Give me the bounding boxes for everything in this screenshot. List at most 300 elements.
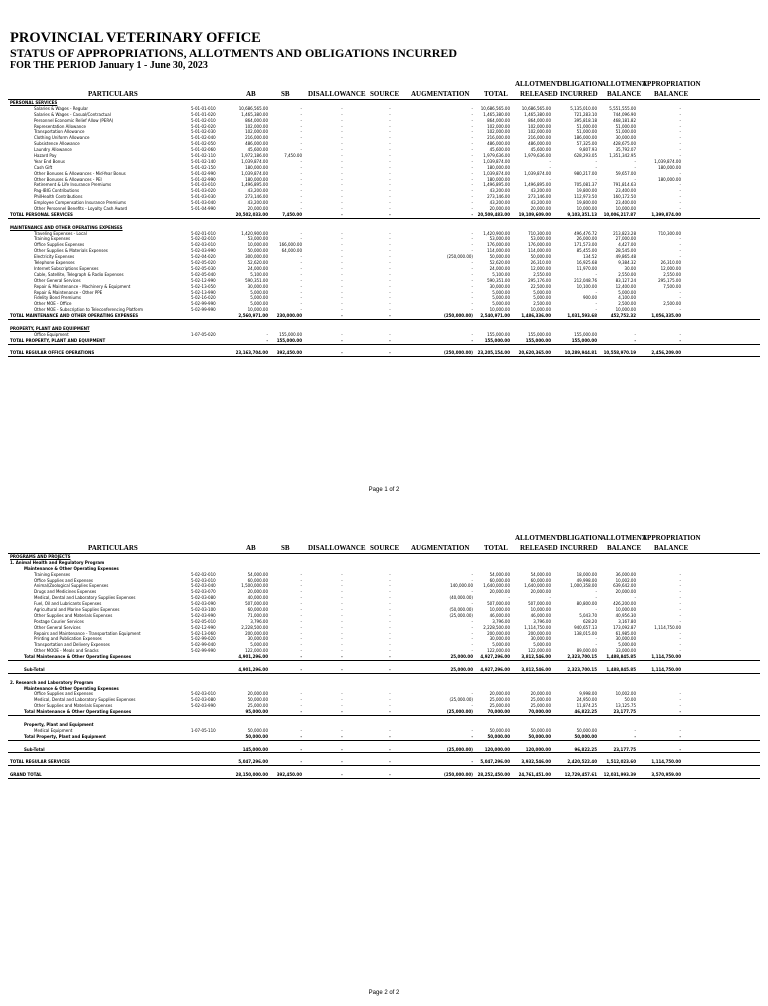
table-row <box>8 350 760 357</box>
allotment-balance-cell: 791,814.63 <box>613 182 636 188</box>
augmentation-cell: (40,000.00) <box>449 595 473 601</box>
total-cell: 1,465,380.00 <box>483 111 510 117</box>
allotment-released-cell: 1,114,750.00 <box>524 624 551 630</box>
table-body <box>8 100 760 357</box>
page-number-2: Page 2 of 2 <box>368 990 400 996</box>
ab-cell: 50,000.00 <box>245 733 268 739</box>
allotment-released-cell: - <box>549 164 551 170</box>
allotment-released-cell: 10,686,565.00 <box>521 105 551 111</box>
ab-cell: 180,000.00 <box>245 164 268 170</box>
augmentation-cell: - <box>471 170 473 176</box>
ab-cell: 20,000.00 <box>247 589 268 595</box>
particulars-cell: PROGRAMS AND PROJECTS <box>10 554 71 559</box>
obligation-incurred-cell: - <box>595 289 597 295</box>
augmentation-cell: (25,000.00) <box>449 697 473 703</box>
ab-cell: 216,000.00 <box>245 135 268 141</box>
allotment-released-cell: 295,176.00 <box>528 277 551 283</box>
total-cell: 1,039,874.00 <box>483 170 510 176</box>
source-cell: - <box>389 147 391 153</box>
allotment-released-cell: 19,109,609.00 <box>518 211 551 217</box>
total-cell: 273,146.00 <box>487 194 510 200</box>
allotment-balance-cell: 23,400.00 <box>615 200 636 206</box>
col-ab: AB <box>246 90 256 98</box>
particulars-cell: Cable, Satellite, Telegraph & Radio Expenses <box>34 271 124 277</box>
particulars-cell: Postage Courier Services <box>34 618 84 624</box>
ab-cell: - <box>266 337 268 343</box>
total-cell: 25,000.00 <box>489 697 510 703</box>
particulars-cell: Medical, Dental and Laboratory Supplies Expenses <box>34 595 136 601</box>
sb-cell: - <box>300 589 302 595</box>
allotment-balance-cell: 83,127.24 <box>615 277 636 283</box>
source-cell: - <box>389 188 391 194</box>
ab-cell: 45,600.00 <box>247 147 268 153</box>
appropriation-balance-cell: - <box>679 630 681 636</box>
total-cell: 20,509,483.00 <box>477 211 510 217</box>
obligation-incurred-cell: - <box>595 301 597 307</box>
ab-cell: 145,000.00 <box>242 746 268 752</box>
account-code-cell: 5-02-03-010 <box>191 242 216 248</box>
disallowance-cell: - <box>341 307 343 313</box>
augmentation-cell: - <box>471 141 473 147</box>
ab-cell: 200,000.00 <box>245 630 268 636</box>
total-cell: 4,927,296.00 <box>480 654 510 660</box>
source-cell: - <box>389 289 391 295</box>
sb-cell: - <box>300 200 302 206</box>
obligation-incurred-cell: 51,000.00 <box>576 123 597 129</box>
allotment-released-cell: 26,310.00 <box>530 260 551 266</box>
total-cell: 4,927,296.00 <box>480 666 510 672</box>
ab-cell: 5,000.00 <box>250 301 268 307</box>
sb-cell: - <box>300 636 302 642</box>
account-code-cell: 5-02-99-990 <box>191 307 216 313</box>
sb-cell: - <box>300 206 302 212</box>
obligation-incurred-cell: 5,043.70 <box>579 612 597 618</box>
appropriation-balance-cell: - <box>679 307 681 313</box>
ab-cell: 5,047,296.00 <box>238 759 268 765</box>
total-cell: 10,686,565.00 <box>480 105 510 111</box>
total-cell: 120,000.00 <box>484 746 510 752</box>
ab-cell: 590,351.00 <box>245 277 268 283</box>
disallowance-cell: - <box>341 618 343 624</box>
allotment-balance-cell: 23,177.75 <box>613 746 636 752</box>
disallowance-cell: - <box>341 236 343 242</box>
allotment-balance-cell: 33,000.00 <box>615 648 636 654</box>
source-cell: - <box>389 135 391 141</box>
column-header <box>8 77 760 100</box>
obligation-incurred-cell: 5,135,010.00 <box>570 105 597 111</box>
appropriation-balance-cell: - <box>679 242 681 248</box>
account-code-cell: 5-02-03-040 <box>191 583 216 589</box>
allotment-released-cell: 20,000.00 <box>530 691 551 697</box>
disallowance-cell: - <box>341 709 343 715</box>
appropriation-balance-cell: - <box>679 135 681 141</box>
sb-cell: 166,000.00 <box>279 242 302 248</box>
col-disallowance: DISALLOWANCE <box>308 544 366 552</box>
col-sb: SB <box>281 544 290 552</box>
particulars-cell: Salaries & Wages - Regular <box>34 105 89 111</box>
particulars-cell: TOTAL PROPERTY, PLANT AND EQUIPMENT <box>10 337 106 343</box>
augmentation-cell: - <box>471 117 473 123</box>
disallowance-cell: - <box>341 289 343 295</box>
allotment-released-cell: 10,000.00 <box>530 607 551 613</box>
appropriation-balance-cell: - <box>679 727 681 733</box>
total-cell: 1,039,874.00 <box>483 158 510 164</box>
total-cell: 60,000.00 <box>489 577 510 583</box>
allotment-balance-cell: 40,956.30 <box>615 612 636 618</box>
appropriation-balance-cell: - <box>679 595 681 601</box>
allotment-released-cell: 5,000.00 <box>533 289 551 295</box>
account-code-cell: 5-02-99-990 <box>191 648 216 654</box>
table-row <box>8 338 760 345</box>
disallowance-cell: - <box>341 697 343 703</box>
disallowance-cell: - <box>341 117 343 123</box>
appropriation-balance-cell: - <box>679 188 681 194</box>
obligation-incurred-cell: 496,476.72 <box>574 230 597 236</box>
appropriation-balance-cell: 12,000.00 <box>660 265 681 271</box>
augmentation-cell: 25,000.00 <box>450 666 473 672</box>
ab-cell: 23,163,704.00 <box>235 350 268 356</box>
obligation-incurred-cell: 19,800.00 <box>576 200 597 206</box>
allotment-balance-cell: 50.00 <box>624 697 636 703</box>
account-code-cell: 5-01-02-040 <box>191 135 216 141</box>
disallowance-cell: - <box>341 295 343 301</box>
table-body <box>8 554 760 779</box>
appropriations-table-page-1 <box>8 77 760 357</box>
col-released-line2: RELEASED <box>520 544 558 552</box>
augmentation-cell: - <box>471 260 473 266</box>
account-code-cell: 1-07-05-020 <box>191 331 216 337</box>
source-cell: - <box>389 117 391 123</box>
augmentation-cell: - <box>471 277 473 283</box>
obligation-incurred-cell: 46,822.25 <box>574 709 597 715</box>
total-cell: 5,000.00 <box>492 301 510 307</box>
obligation-incurred-cell: 395,818.18 <box>574 117 597 123</box>
particulars-cell: Employee Compensation Insurance Premiums <box>34 200 127 206</box>
source-cell: - <box>389 313 391 319</box>
account-code-cell: 5-02-13-050 <box>191 283 216 289</box>
sb-cell: - <box>300 691 302 697</box>
disallowance-cell: - <box>341 129 343 135</box>
particulars-cell: Other Personnel Benefits - Loyalty Cash Award <box>34 206 128 212</box>
allotment-released-cell: 24,761,451.00 <box>518 772 551 778</box>
source-cell: - <box>389 691 391 697</box>
obligation-incurred-cell: 2,420,522.40 <box>567 759 597 765</box>
total-cell: 50,000.00 <box>489 254 510 260</box>
total-cell: 155,000.00 <box>484 337 510 343</box>
allotment-balance-cell: 1,488,845.85 <box>606 654 636 660</box>
source-cell: - <box>389 618 391 624</box>
allotment-released-cell: 710,300.00 <box>528 230 551 236</box>
particulars-cell: Telephone Expenses <box>34 260 75 266</box>
particulars-cell: Other Bonuses & Allowances - PEI <box>34 176 102 182</box>
source-cell: - <box>389 337 391 343</box>
obligation-incurred-cell: 138,015.00 <box>574 630 597 636</box>
sb-cell: - <box>300 117 302 123</box>
allotment-released-cell: - <box>549 158 551 164</box>
ab-cell: 95,000.00 <box>245 709 268 715</box>
appropriation-balance-cell: - <box>679 170 681 176</box>
allotment-balance-cell: 5,000.00 <box>618 289 636 295</box>
obligation-incurred-cell: 705,081.37 <box>574 182 597 188</box>
augmentation-cell: - <box>471 111 473 117</box>
allotment-balance-cell: 27,000.00 <box>615 236 636 242</box>
source-cell: - <box>389 295 391 301</box>
allotment-balance-cell: 160,172.50 <box>613 194 636 200</box>
sb-cell: - <box>300 289 302 295</box>
allotment-released-cell: 102,000.00 <box>528 129 551 135</box>
augmentation-cell: (25,000.00) <box>446 746 473 752</box>
particulars-cell: Training Expenses <box>34 571 71 577</box>
appropriation-balance-cell: 2,500.00 <box>663 301 681 307</box>
augmentation-cell: - <box>471 289 473 295</box>
col-augmentation: AUGMENTATION <box>411 544 470 552</box>
particulars-cell: TOTAL REGULAR SERVICES <box>10 759 70 765</box>
obligation-incurred-cell: 940,657.13 <box>574 624 597 630</box>
allotment-balance-cell: 213,823.28 <box>613 230 636 236</box>
disallowance-cell: - <box>341 153 343 159</box>
allotment-released-cell: 200,000.00 <box>528 630 551 636</box>
appropriation-balance-cell: 3,570,959.00 <box>651 772 681 778</box>
appropriation-balance-cell: - <box>679 331 681 337</box>
sb-cell: - <box>300 105 302 111</box>
ab-cell: 53,000.00 <box>247 236 268 242</box>
source-cell: - <box>389 595 391 601</box>
source-cell: - <box>389 170 391 176</box>
sb-cell: - <box>300 595 302 601</box>
source-cell: - <box>389 105 391 111</box>
augmentation-cell: 25,000.00 <box>450 654 473 660</box>
augmentation-cell: - <box>471 624 473 630</box>
allotment-balance-cell: 23,400.00 <box>615 188 636 194</box>
disallowance-cell: - <box>341 200 343 206</box>
augmentation-cell: - <box>471 182 473 188</box>
sb-cell: - <box>300 271 302 277</box>
ab-cell: 28,150,000.00 <box>235 772 268 778</box>
allotment-released-cell: 46,000.00 <box>530 612 551 618</box>
ab-cell: 30,000.00 <box>247 283 268 289</box>
allotment-balance-cell: 10,000.00 <box>615 206 636 212</box>
allotment-balance-cell: 30,000.00 <box>615 135 636 141</box>
obligation-incurred-cell: 9,807.93 <box>579 147 597 153</box>
account-code-cell: 5-02-03-090 <box>191 601 216 607</box>
augmentation-cell: - <box>471 295 473 301</box>
sb-cell: - <box>300 236 302 242</box>
sb-cell: - <box>300 194 302 200</box>
particulars-cell: Other Supplies and Materials Expenses <box>34 703 113 709</box>
account-code-cell: 5-02-03-990 <box>191 612 216 618</box>
sb-cell: 230,000.00 <box>276 313 302 319</box>
obligation-incurred-cell: - <box>595 158 597 164</box>
allotment-balance-cell: 428,675.00 <box>613 141 636 147</box>
disallowance-cell: - <box>341 105 343 111</box>
appropriation-balance-cell: - <box>679 648 681 654</box>
disallowance-cell: - <box>341 260 343 266</box>
particulars-cell: Other General Services <box>34 624 81 630</box>
sb-cell: - <box>300 283 302 289</box>
total-cell: 25,000.00 <box>489 703 510 709</box>
total-cell: 28,252,450.00 <box>477 772 510 778</box>
particulars-cell: GRAND TOTAL <box>10 772 42 778</box>
particulars-cell: Training Expenses <box>34 236 71 242</box>
sb-cell: - <box>300 733 302 739</box>
source-cell: - <box>389 601 391 607</box>
disallowance-cell: - <box>341 283 343 289</box>
ab-cell: 4,901,296.00 <box>238 666 268 672</box>
total-cell: 20,000.00 <box>489 589 510 595</box>
ab-cell: 5,100.00 <box>250 271 268 277</box>
appropriation-balance-cell: - <box>679 105 681 111</box>
account-code-cell: 5-02-03-990 <box>191 248 216 254</box>
account-code-cell: 5-02-12-990 <box>191 277 216 283</box>
col-released-line1: ALLOTMENT <box>515 534 561 542</box>
disallowance-cell: - <box>341 583 343 589</box>
source-cell: - <box>389 307 391 313</box>
allotment-balance-cell: 10,002.00 <box>615 577 636 583</box>
ab-cell: 60,000.00 <box>247 607 268 613</box>
total-cell: 5,047,296.00 <box>480 759 510 765</box>
appropriation-balance-cell: - <box>679 289 681 295</box>
col-total: TOTAL <box>484 90 508 98</box>
appropriation-balance-cell: 7,500.00 <box>663 283 681 289</box>
total-cell: 102,000.00 <box>487 123 510 129</box>
allotment-released-cell: 50,000.00 <box>530 254 551 260</box>
particulars-cell: Other Supplies & Materials Expenses <box>34 248 108 254</box>
allotment-balance-cell: 10,000.00 <box>615 607 636 613</box>
ab-cell: 1,039,874.00 <box>241 170 268 176</box>
ab-cell: 20,502,033.00 <box>235 211 268 217</box>
disallowance-cell: - <box>341 111 343 117</box>
total-cell: 5,000.00 <box>492 295 510 301</box>
obligation-incurred-cell: - <box>595 176 597 182</box>
account-code-cell: 5-02-05-040 <box>191 271 216 277</box>
account-code-cell: 5-01-01-010 <box>191 105 216 111</box>
augmentation-cell: - <box>471 301 473 307</box>
disallowance-cell: - <box>341 666 343 672</box>
augmentation-cell: (250,000.00) <box>446 254 473 260</box>
account-code-cell: 5-02-12-990 <box>191 624 216 630</box>
obligation-incurred-cell: - <box>595 595 597 601</box>
appropriation-balance-cell: - <box>679 697 681 703</box>
sb-cell: - <box>300 709 302 715</box>
disallowance-cell: - <box>341 206 343 212</box>
account-code-cell: 5-01-03-010 <box>191 182 216 188</box>
disallowance-cell: - <box>341 772 343 778</box>
allotment-balance-cell: - <box>634 595 636 601</box>
appropriation-balance-cell: 1,114,750.00 <box>651 759 681 765</box>
table-row <box>8 772 760 779</box>
source-cell: - <box>389 211 391 217</box>
allotment-balance-cell: 426,200.00 <box>613 601 636 607</box>
source-cell: - <box>389 283 391 289</box>
sb-cell: - <box>300 654 302 660</box>
allotment-balance-cell: 3,167.80 <box>618 618 636 624</box>
augmentation-cell: - <box>471 265 473 271</box>
total-cell: 30,000.00 <box>489 636 510 642</box>
sb-cell: - <box>300 727 302 733</box>
augmentation-cell: - <box>471 703 473 709</box>
augmentation-cell: (250,000.00) <box>444 313 473 319</box>
account-code-cell: 5-02-16-020 <box>191 295 216 301</box>
total-cell: 50,000.00 <box>487 733 510 739</box>
sb-cell: - <box>300 123 302 129</box>
augmentation-cell: - <box>471 188 473 194</box>
ab-cell: 1,496,895.00 <box>241 182 268 188</box>
ab-cell: 20,000.00 <box>247 206 268 212</box>
appropriation-balance-cell: - <box>679 153 681 159</box>
appropriation-balance-cell: - <box>679 601 681 607</box>
total-cell: 5,000.00 <box>492 289 510 295</box>
obligation-incurred-cell: 80,800.00 <box>576 601 597 607</box>
particulars-cell: 1. Animal Health and Regulatory Program <box>10 559 105 565</box>
allotment-balance-cell: 20,000.00 <box>615 589 636 595</box>
col-incurred-line2: INCURRED <box>560 90 598 98</box>
appropriation-balance-cell: 26,310.00 <box>660 260 681 266</box>
disallowance-cell: - <box>341 733 343 739</box>
augmentation-cell: - <box>471 733 473 739</box>
appropriation-balance-cell: - <box>679 577 681 583</box>
obligation-incurred-cell: 10,100.00 <box>576 283 597 289</box>
total-cell: 122,000.00 <box>487 648 510 654</box>
obligation-incurred-cell: 16,925.68 <box>576 260 597 266</box>
disallowance-cell: - <box>341 277 343 283</box>
obligation-incurred-cell: 171,573.00 <box>574 242 597 248</box>
source-cell: - <box>389 271 391 277</box>
obligation-incurred-cell: 1,031,593.68 <box>567 313 597 319</box>
col-incurred-line2: INCURRED <box>560 544 598 552</box>
col-total: TOTAL <box>484 544 508 552</box>
total-cell: 5,100.00 <box>492 271 510 277</box>
particulars-cell: Other Supplies and Materials Expenses <box>34 612 113 618</box>
allotment-released-cell: 5,000.00 <box>533 295 551 301</box>
col-ab: AB <box>246 544 256 552</box>
particulars-cell: Hazard Pay <box>34 153 57 159</box>
disallowance-cell: - <box>341 176 343 182</box>
account-code-cell: 5-01-02-010 <box>191 117 216 123</box>
augmentation-cell: (250,000.00) <box>444 350 473 356</box>
allotment-released-cell: 12,000.00 <box>530 265 551 271</box>
col-appropriation-line2: BALANCE <box>654 544 689 552</box>
augmentation-cell: - <box>471 164 473 170</box>
allotment-balance-cell: 49,865.48 <box>615 254 636 260</box>
allotment-released-cell: 30,000.00 <box>530 636 551 642</box>
obligation-incurred-cell: 10,289,944.81 <box>564 350 597 356</box>
augmentation-cell: (250,000.00) <box>444 772 473 778</box>
source-cell: - <box>389 158 391 164</box>
source-cell: - <box>389 194 391 200</box>
col-appropriation-line2: BALANCE <box>654 90 689 98</box>
total-cell: 10,000.00 <box>489 307 510 313</box>
col-incurred-line1: OBLIGATION <box>557 80 603 88</box>
allotment-released-cell: 54,000.00 <box>530 571 551 577</box>
sb-cell: - <box>300 141 302 147</box>
appropriation-balance-cell: 2,456,209.00 <box>651 350 681 356</box>
col-balance-line2: BALANCE <box>607 90 642 98</box>
allotment-released-cell: 20,000.00 <box>530 206 551 212</box>
appropriation-balance-cell: - <box>679 111 681 117</box>
particulars-cell: TOTAL PERSONAL SERVICES <box>10 211 73 217</box>
total-cell: 53,000.00 <box>489 236 510 242</box>
source-cell: - <box>389 350 391 356</box>
total-cell: 590,351.00 <box>487 277 510 283</box>
allotment-released-cell: 176,000.00 <box>528 242 551 248</box>
appropriation-balance-cell: - <box>679 746 681 752</box>
particulars-cell: Office Supplies and Expenses <box>34 691 93 697</box>
source-cell: - <box>389 182 391 188</box>
allotment-released-cell: 1,979,636.00 <box>524 153 551 159</box>
total-cell: 155,000.00 <box>487 331 510 337</box>
obligation-incurred-cell: 186,000.00 <box>574 135 597 141</box>
account-code-cell: 5-02-05-030 <box>191 265 216 271</box>
